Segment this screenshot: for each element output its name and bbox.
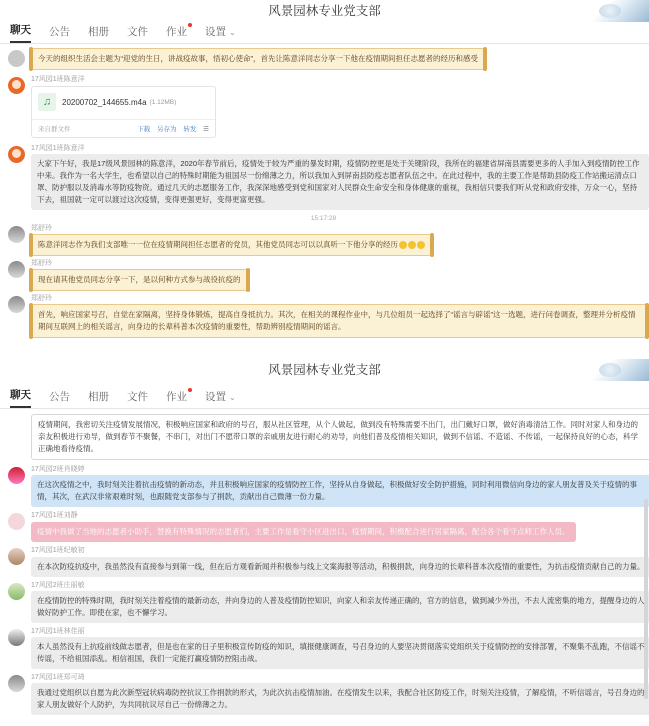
avatar[interactable]: [8, 50, 25, 67]
tab-files[interactable]: 文件: [127, 391, 148, 403]
sender-name: 17风园2班肖晓婷: [31, 466, 85, 473]
avatar[interactable]: [8, 146, 25, 163]
window-titlebar: [0, 0, 649, 22]
message-bubble: [31, 234, 432, 256]
message-body: [31, 48, 639, 70]
avatar[interactable]: [8, 583, 25, 600]
message-body: [31, 294, 639, 338]
message-bubble: 本人虽然没有上抗疫前线做志愿者，但是也在家的日子里积极宣传防疫的知识，填报健康调查，号召身边的人要坚决贯彻落实党组织关于疫情防控的安排部署，不聚集不乱跑，不信谣不传谣，不给祖国添乱。相信祖国，我们一定能打赢疫情防控阻击战。: [31, 637, 649, 669]
sender-name: 17风园1班陈意洋: [31, 145, 85, 152]
message-bubble: 在本次防疫抗疫中，我虽然没有直接参与到第一线，但在后方观看新闻并积极参与线上文案海报等活动，积极捐款，向身边的长辈科普本次疫情的重要性，为抗击疫情贡献自己的力量。: [31, 557, 649, 577]
tab-album[interactable]: 相册: [88, 26, 109, 38]
tab-album[interactable]: 相册: [88, 391, 109, 403]
decorative-cloud: [599, 4, 621, 18]
message-item: [8, 511, 639, 542]
avatar[interactable]: [8, 226, 25, 243]
tab-bar: [0, 381, 649, 409]
message-body: [31, 224, 639, 256]
tab-bar: [0, 22, 649, 44]
tab-files[interactable]: 文件: [127, 26, 148, 38]
message-bubble: 首先，响应国家号召，自觉在家隔离，坚持身体锻炼，提高自身抵抗力。其次，在相关的课程作业中，与几位组员一起选择了“谣言与辟谣”这一选题，进行问卷调查，整理并分析疫情期间互联网上的相关谣言，向身边的长辈科普本次疫情的重要性，帮助辨别疫情期间的谣言。: [31, 304, 647, 338]
message-list[interactable]: [0, 409, 649, 715]
tab-chat[interactable]: 聊天: [10, 387, 31, 408]
message-list[interactable]: [0, 48, 649, 338]
sender-name: 17风园1班郑可琦: [31, 674, 85, 681]
tab-homework[interactable]: [166, 389, 187, 408]
forward-link[interactable]: 转发: [183, 126, 197, 133]
file-size: (1.12MB): [149, 98, 177, 106]
sender-name: 郑舒玲: [31, 225, 52, 232]
tab-settings-label: 设置: [205, 26, 226, 38]
sender-name: 17风园1班刘静: [31, 512, 78, 519]
sender-name: 17风园1班林佳丽: [31, 628, 85, 635]
tab-announcements[interactable]: 公告: [49, 391, 70, 403]
message-bubble: 疫情中我做了当地的志愿者小助手，替换有特殊情况的志愿者们，主要工作是看守小区进出口，疫情期间，积极配合进行居家隔离，配合各个看守点师工作人员。: [31, 522, 576, 542]
sender-name: 17风园1班纪敏初: [31, 547, 85, 554]
message-bubble: 我通过党组织以自愿为此次新型冠状病毒防控抗议工作捐款的形式，为此次抗击疫情加油。在疫情发生以来，我配合社区防疫工作，时刻关注疫情，了解疫情，不听信谣言，号召身边的家人朋友做好个人防护，为共同抗议尽自己一份绵薄之力。: [31, 683, 649, 715]
message-body: [31, 546, 645, 577]
message-body: [31, 75, 639, 138]
window-title: 风景园林专业党支部: [268, 4, 381, 18]
window-titlebar: [0, 359, 649, 381]
emoji-icon: [408, 241, 416, 249]
tab-settings-label: 设置: [205, 391, 226, 403]
message-body: [31, 581, 645, 623]
file-footer: [32, 120, 215, 137]
message-bubble: 今天的组织生活会主题为“迎党的生日，讲战疫故事，悟初心使命”，首先让陈意洋同志分享一下他在疫情期间担任志愿者的经历和感受: [31, 48, 485, 70]
avatar[interactable]: [8, 548, 25, 565]
file-info: [32, 87, 215, 120]
emoji-icon: [399, 241, 407, 249]
chevron-down-icon: ⌄: [229, 28, 236, 37]
avatar[interactable]: [8, 296, 25, 313]
message-body: [31, 259, 639, 291]
message-bubble: 在疫情防控的特殊时期，我时刻关注着疫情的最新动态，并向身边的人普及疫情防控知识，向家人和亲友传递正确的，官方的信息，做到减少外出，不去人流密集的地方，提醒身边的人做好防护工作。即使在家，也不懈学习。: [31, 591, 649, 623]
avatar[interactable]: [8, 261, 25, 278]
message-item: [8, 673, 645, 715]
message-item: [8, 144, 639, 210]
file-card[interactable]: [31, 86, 216, 138]
message-bubble: 大家下午好，我是17级风景园林的陈意洋，2020年春节前后，疫情处于较为严重的暴发时期，疫情防控更是处于关键阶段，我所在的福建省屏南县需要更多的人手加入到疫情防控工作中来。我作为一名大学生，也希望以自己的特殊时期能为祖国尽一份绵薄之力，所以我加入到屏南县防疫志愿者队伍之中。在此过程中，我的主要工作是帮助县防疫工作站搬运清点口罩、防护服以及消毒水等防疫物资。通过几天的志愿服务工作，我深深地感受到党和国家对人民群众生命安全和身体健康的重视，我相信只要我们听从党和政府安排，万众一心，坚持下去，祖国就一定可以渡过这次疫情，变得更强更好，变得更富更强。: [31, 154, 649, 210]
tab-chat[interactable]: 聊天: [10, 22, 31, 43]
chat-window-top: [0, 0, 649, 358]
sender-name: 郑舒玲: [31, 260, 52, 267]
message-body: [31, 673, 645, 715]
decorative-cloud: [599, 363, 621, 377]
emoji-icon: [417, 241, 425, 249]
save-as-link[interactable]: 另存为: [157, 126, 177, 133]
message-item: [8, 294, 639, 338]
tab-settings[interactable]: [205, 389, 236, 408]
avatar[interactable]: [8, 629, 25, 646]
file-actions: [132, 124, 209, 133]
notification-dot: [188, 388, 192, 392]
message-item: [8, 259, 639, 291]
message-item: [8, 75, 639, 138]
message-text: 陈意洋同志作为我们支部唯一一位在疫情期间担任志愿者的党员，其他党员同志可以以真听一下他分享的经历: [38, 240, 398, 249]
message-body: [31, 144, 639, 210]
message-item: [8, 465, 639, 507]
avatar[interactable]: [8, 467, 25, 484]
message-bubble: 现在请其他党员同志分享一下，是以何种方式参与战役抗疫的: [31, 269, 248, 291]
message-item: [8, 48, 639, 70]
tab-homework-label: 作业: [166, 391, 187, 403]
tab-announcements[interactable]: 公告: [49, 26, 70, 38]
notification-dot: [188, 23, 192, 27]
message-bubble: 在这次疫情之中，我时刻关注着抗击疫情的新动态，并且积极响应国家的疫情防控工作，坚持从自身做起，积极做好安全防护措施，同时利用微信向身边的家人朋友普及关于疫情的事情，其次，在武汉非常艰难时刻，也跟随党支部参与了捐款，贡献出自己微薄一份力量。: [31, 475, 649, 507]
avatar[interactable]: [8, 77, 25, 94]
chevron-down-icon: ⌄: [229, 393, 236, 402]
message-body: [31, 465, 639, 507]
avatar[interactable]: [8, 513, 25, 530]
timestamp: 15:17:28: [310, 215, 337, 222]
message-item: [8, 546, 645, 577]
chat-window-bottom: [0, 359, 649, 726]
message-body: [31, 414, 639, 460]
more-menu-icon[interactable]: ☰: [203, 126, 209, 133]
window-title: 风景园林专业党支部: [268, 363, 381, 377]
sender-name: 17风园1班陈意洋: [31, 76, 85, 83]
message-item: [8, 414, 639, 460]
audio-file-icon: ♫: [38, 93, 56, 111]
file-name: 20200702_144655.m4a: [62, 97, 147, 107]
message-item: [8, 581, 645, 623]
file-source: 来自群文件: [38, 126, 71, 133]
tab-homework[interactable]: [166, 24, 187, 43]
message-item: [8, 224, 639, 256]
sender-name: 17风园2班庄丽敏: [31, 582, 85, 589]
message-item: [8, 627, 645, 669]
scrollbar[interactable]: [644, 499, 648, 699]
avatar[interactable]: [8, 675, 25, 692]
download-link[interactable]: 下载: [137, 126, 151, 133]
sender-name: 郑舒玲: [31, 295, 52, 302]
message-body: [31, 627, 645, 669]
message-body: [31, 511, 639, 542]
tab-homework-label: 作业: [166, 26, 187, 38]
tab-settings[interactable]: [205, 24, 236, 43]
message-bubble: 疫情期间，我密切关注疫情发展情况，积极响应国家和政府的号召，服从社区管理，从个人做起，做到没有特殊需要不出门，出门戴好口罩，做好消毒清洁工作。同时对家人和身边的亲友积极进行劝导，做到春节不聚餐，不串门，对出门不愿带口罩的亲戚朋友进行耐心的劝导，向他们普及疫情相关知识，做到不信谣、不造谣、不传谣，一起保持良好的心态，科学正确地看待疫情。: [31, 414, 649, 460]
